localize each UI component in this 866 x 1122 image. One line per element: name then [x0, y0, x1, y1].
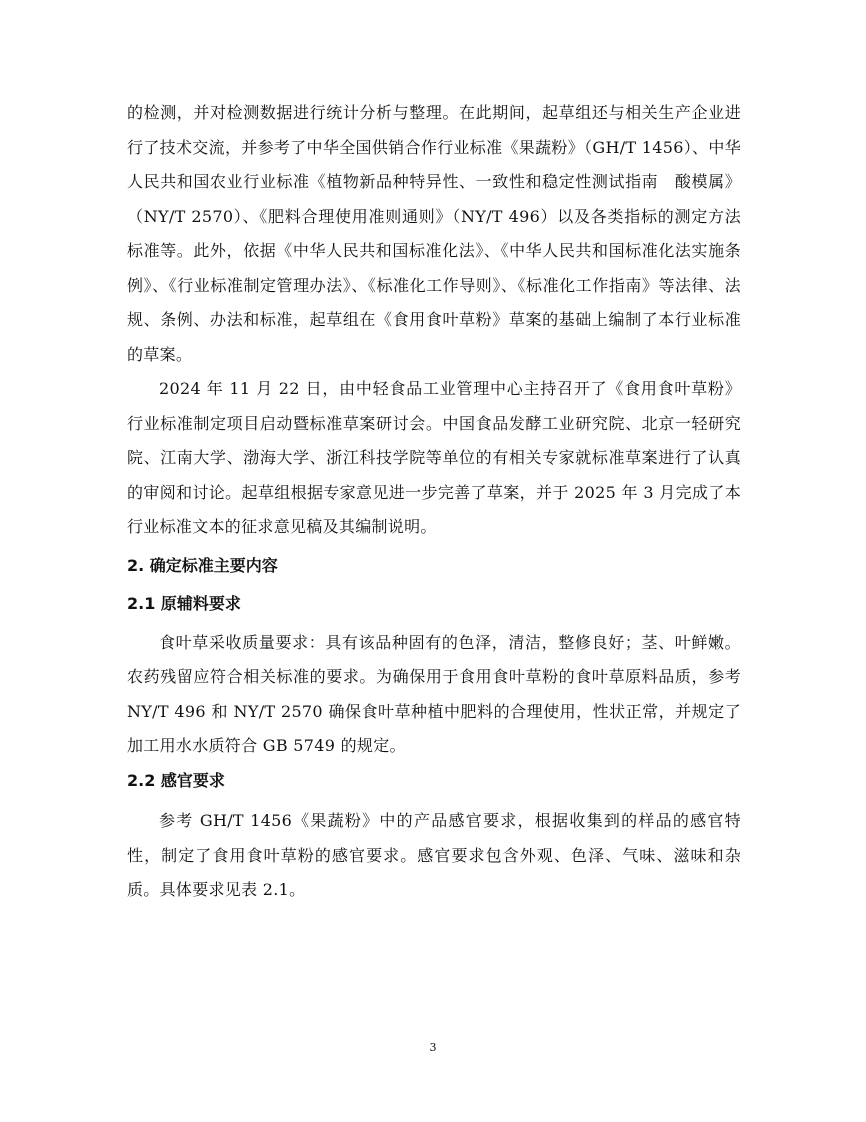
- document-page: [127, 96, 741, 908]
- body-paragraph: 的检测，并对检测数据进行统计分析与整理。在此期间，起草组还与相关生产企业进行了技术交流，并参考了中华全国供销合作行业标准《果蔬粉》（GH/T 1456）、中华人民共和国农业行业标准《植物新品种特异性、一致性和稳定性测试指南 酸模属》（NY/T 2570）、《肥料合理使用准则通则》（NY/T 496）以及各类指标的测定方法标准等。此外，依据《中华人民共和国标准化法》、《中华人民共和国标准化法实施条例》、《行业标准制定管理办法》、《标准化工作导则》、《标准化工作指南》等法律、法规、条例、办法和标准，起草组在《食用食叶草粉》草案的基础上编制了本行业标准的草案。: [127, 103, 741, 364]
- body-paragraph: 食叶草采收质量要求：具有该品种固有的色泽，清洁，整修良好；茎、叶鲜嫩。农药残留应符合相关标准的要求。为确保用于食用食叶草粉的食叶草原料品质，参考 NY/T 496 和 NY/T 2570 确保食叶草种植中肥料的合理使用，性状正常，并规定了加工用水水质符合 GB 5749 的规定。: [127, 632, 741, 755]
- subsection-heading: 2.1 原辅料要求: [127, 594, 241, 613]
- body-paragraph: 2024 年 11 月 22 日，由中轻食品工业管理中心主持召开了《食用食叶草粉》行业标准制定项目启动暨标准草案研讨会。中国食品发酵工业研究院、北京一轻研究院、江南大学、渤海大学、浙江科技学院等单位的有相关专家就标准草案进行了认真的审阅和讨论。起草组根据专家意见进一步完善了草案，并于 2025 年 3 月完成了本行业标准文本的征求意见稿及其编制说明。: [127, 379, 741, 536]
- subsection-heading: 2.2 感官要求: [127, 770, 225, 790]
- page-number: 3: [429, 1041, 437, 1054]
- body-paragraph: 参考 GH/T 1456《果蔬粉》中的产品感官要求，根据收集到的样品的感官特性，制定了食用食叶草粉的感官要求。感官要求包含外观、色泽、气味、滋味和杂质。具体要求见表 2.1。: [127, 811, 741, 899]
- section-heading: 2. 确定标准主要内容: [127, 555, 278, 575]
